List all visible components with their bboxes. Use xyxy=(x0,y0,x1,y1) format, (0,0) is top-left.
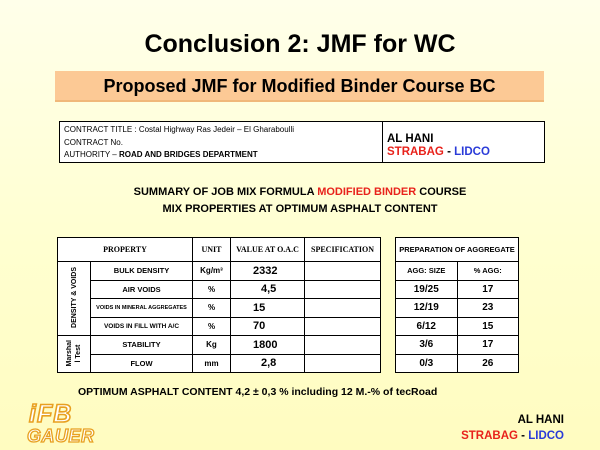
summary-line-1 xyxy=(0,186,600,198)
footer-company-block xyxy=(461,412,564,444)
header-specification: SPECIFICATION xyxy=(305,238,381,262)
spec-cell xyxy=(305,299,381,318)
ifb-gauer-logo xyxy=(25,400,125,450)
authority-line xyxy=(64,149,378,162)
slide-title: Conclusion 2: JMF for WC xyxy=(144,30,456,58)
marshall-line-1: Marshal xyxy=(66,339,73,367)
optimum-asphalt-note: OPTIMUM ASPHALT CONTENT 4,2 ± 0,3 % including 12 M.-% of tecRoad xyxy=(78,386,438,398)
summary-highlight: MODIFIED BINDER xyxy=(317,186,417,198)
group-density-voids xyxy=(58,262,91,336)
aggregate-table xyxy=(395,237,519,373)
spec-cell xyxy=(305,262,381,281)
value-cell: 1800 xyxy=(231,336,305,355)
authority-name: ROAD AND BRIDGES DEPARTMENT xyxy=(118,150,258,159)
value-cell: 70 xyxy=(231,317,305,336)
partner-lidco: LIDCO xyxy=(454,146,490,158)
table-row xyxy=(396,280,519,299)
agg-pct-cell: 23 xyxy=(457,299,518,318)
agg-size-cell: 19/25 xyxy=(396,280,458,299)
authority-prefix: AUTHORITY – xyxy=(64,150,119,159)
header-agg-size: AGG: SIZE xyxy=(396,262,458,281)
logo-bottom-text: GAUER xyxy=(27,426,95,446)
spec-cell xyxy=(305,336,381,355)
table-row xyxy=(396,299,519,318)
group-marshall-test xyxy=(58,336,91,373)
property-cell: VOIDS IN FILL WITH A/C xyxy=(91,317,193,336)
contractor-block xyxy=(387,133,490,159)
unit-cell: % xyxy=(193,317,231,336)
logo-top-text: iFB xyxy=(29,400,73,428)
property-cell: STABILITY xyxy=(91,336,193,355)
agg-size-cell: 12/19 xyxy=(396,299,458,318)
footer-partner-lidco: LIDCO xyxy=(528,430,564,442)
table-row xyxy=(58,354,381,373)
header-agg-pct: % AGG: xyxy=(457,262,518,281)
agg-size-cell: 6/12 xyxy=(396,317,458,336)
footer-company: AL HANI xyxy=(517,414,564,426)
summary-suffix: COURSE xyxy=(416,186,467,198)
unit-cell: mm xyxy=(193,354,231,373)
property-cell: BULK DENSITY xyxy=(91,262,193,281)
value-cell: 15 xyxy=(231,299,305,318)
agg-pct-cell: 17 xyxy=(457,280,518,299)
summary-prefix: SUMMARY OF JOB MIX FORMULA xyxy=(133,186,318,198)
table-row xyxy=(396,336,519,355)
agg-pct-cell: 26 xyxy=(457,354,518,373)
table-row xyxy=(58,317,381,336)
unit-cell: % xyxy=(193,299,231,318)
table-row xyxy=(58,280,381,299)
agg-pct-cell: 15 xyxy=(457,317,518,336)
value-cell: 2332 xyxy=(231,262,305,281)
header-property: PROPERTY xyxy=(58,238,193,262)
table-row xyxy=(58,299,381,318)
unit-cell: Kg xyxy=(193,336,231,355)
property-cell: AIR VOIDS xyxy=(91,280,193,299)
contract-details xyxy=(60,122,383,162)
footer-partner-strabag: STRABAG xyxy=(461,430,518,442)
footer-separator: - xyxy=(517,430,529,442)
property-cell: VOIDS IN MINERAL AGGREGATES xyxy=(91,299,193,318)
table-row xyxy=(396,262,519,281)
agg-size-cell: 0/3 xyxy=(396,354,458,373)
value-cell: 4,5 xyxy=(231,280,305,299)
footer-partners xyxy=(461,428,564,444)
partner-strabag: STRABAG xyxy=(387,146,444,158)
summary-line-2: MIX PROPERTIES AT OPTIMUM ASPHALT CONTENT xyxy=(162,203,438,215)
contract-number-line: CONTRACT No. xyxy=(64,137,123,147)
partner-separator: - xyxy=(443,146,455,158)
aggregate-title: PREPARATION OF AGGREGATE xyxy=(396,238,519,262)
value-cell: 2,8 xyxy=(231,354,305,373)
group-density-label: DENSITY & VOIDS xyxy=(70,267,78,328)
table-row xyxy=(58,336,381,355)
contract-title-line: CONTRACT TITLE : Costal Highway Ras Jedeir – El Gharaboulli xyxy=(64,125,295,134)
spec-cell xyxy=(305,317,381,336)
agg-size-cell: 3/6 xyxy=(396,336,458,355)
spec-cell xyxy=(305,280,381,299)
table-row xyxy=(58,262,381,281)
unit-cell: Kg/m³ xyxy=(193,262,231,281)
header-unit: UNIT xyxy=(193,238,231,262)
agg-pct-cell: 17 xyxy=(457,336,518,355)
subtitle-banner: Proposed JMF for Modified Binder Course BC xyxy=(55,71,544,102)
contractor-name: AL HANI xyxy=(387,133,434,145)
contract-info-box xyxy=(59,121,545,163)
group-marshall-label xyxy=(65,340,83,366)
property-cell: FLOW xyxy=(91,354,193,373)
spec-cell xyxy=(305,354,381,373)
table-row xyxy=(396,317,519,336)
header-value: VALUE AT O.A.C xyxy=(231,238,305,262)
table-row xyxy=(396,354,519,373)
marshall-line-2: l Test xyxy=(75,344,82,362)
unit-cell: % xyxy=(193,280,231,299)
mix-properties-table xyxy=(57,237,381,373)
contractor-partners xyxy=(387,146,490,159)
